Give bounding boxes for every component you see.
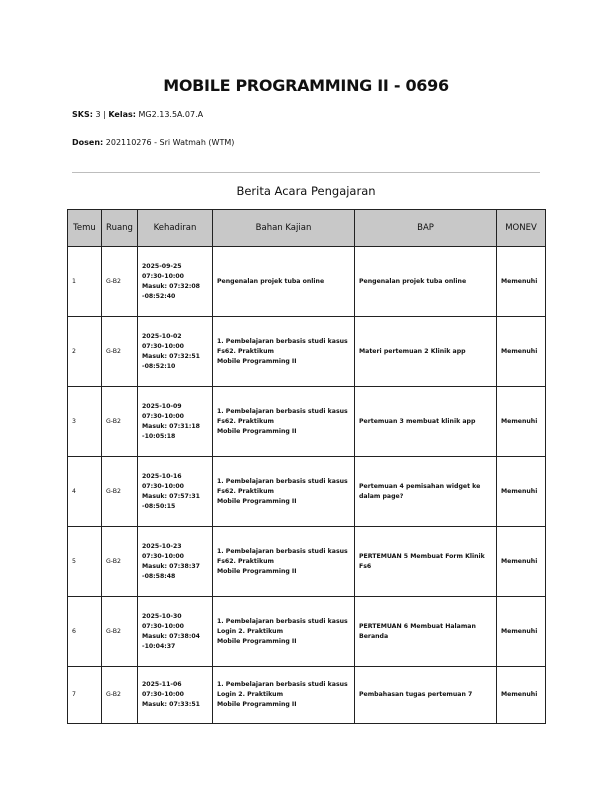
cell-temu: 4 [68, 457, 102, 527]
section-title: Berita Acara Pengajaran [236, 184, 376, 198]
kehadiran-line: 07:30-10:00 [142, 412, 184, 420]
header-monev: MONEV [497, 210, 546, 247]
bahan-kajian-line: Fs62. Praktikum [217, 347, 274, 355]
lecturer-meta [72, 138, 234, 147]
cell-ruang: G-B2 [102, 457, 138, 527]
cell-temu: 2 [68, 317, 102, 387]
cell-temu: 6 [68, 597, 102, 667]
cell-bap: Pertemuan 4 pemisahan widget ke dalam page? [355, 457, 497, 527]
kehadiran-line: 2025-09-25 [142, 262, 182, 270]
dosen-label: Dosen: [72, 138, 104, 147]
cell-ruang: G-B2 [102, 387, 138, 457]
bahan-kajian-line: Mobile Programming II [217, 357, 297, 365]
table-row [68, 317, 546, 387]
cell-bap: Pertemuan 3 membuat klinik app [355, 387, 497, 457]
kehadiran-line: -08:52:10 [142, 362, 176, 370]
kehadiran-line: 07:30-10:00 [142, 272, 184, 280]
kehadiran-line: 07:30-10:00 [142, 691, 184, 698]
cell-bahan-kajian [213, 667, 355, 724]
bahan-kajian-line: 1. Pembelajaran berbasis studi kasus [217, 547, 348, 555]
bahan-kajian-line: Pengenalan projek tuba online [217, 277, 325, 285]
kehadiran-line: 07:30-10:00 [142, 482, 184, 490]
bahan-kajian-line: Login 2. Praktikum [217, 627, 284, 635]
cell-kehadiran [138, 527, 213, 597]
sks-value: 3 [95, 110, 101, 119]
cell-kehadiran [138, 597, 213, 667]
bahan-kajian-line: 1. Pembelajaran berbasis studi kasus [217, 477, 348, 485]
cell-ruang: G-B2 [102, 527, 138, 597]
cell-bahan-kajian [213, 457, 355, 527]
cell-bap: Pembahasan tugas pertemuan 7 [355, 667, 497, 724]
bahan-kajian-line: 1. Pembelajaran berbasis studi kasus [217, 681, 348, 688]
cell-monev: Memenuhi [497, 667, 546, 724]
kehadiran-line: Masuk: 07:32:51 [142, 352, 200, 360]
bahan-kajian-line: Mobile Programming II [217, 497, 297, 505]
table-row [68, 597, 546, 667]
header-bap: BAP [355, 210, 497, 247]
cell-ruang: G-B2 [102, 667, 138, 724]
bahan-kajian-line: Login 2. Praktikum [217, 691, 284, 698]
kehadiran-line: Masuk: 07:38:04 [142, 632, 200, 640]
cell-temu: 3 [68, 387, 102, 457]
cell-ruang: G-B2 [102, 247, 138, 317]
kehadiran-line: 07:30-10:00 [142, 342, 184, 350]
cell-temu: 1 [68, 247, 102, 317]
kehadiran-line: -08:52:40 [142, 292, 176, 300]
cell-monev: Memenuhi [497, 527, 546, 597]
cell-temu: 7 [68, 667, 102, 724]
cell-kehadiran [138, 457, 213, 527]
bahan-kajian-line: Fs62. Praktikum [217, 417, 274, 425]
cell-monev: Memenuhi [497, 597, 546, 667]
cell-bap: Pengenalan projek tuba online [355, 247, 497, 317]
header-kehadiran: Kehadiran [138, 210, 213, 247]
kehadiran-line: Masuk: 07:57:31 [142, 492, 200, 500]
bahan-kajian-line: Mobile Programming II [217, 567, 297, 575]
teaching-report-table [67, 209, 546, 724]
cell-bahan-kajian [213, 597, 355, 667]
kehadiran-line: Masuk: 07:38:37 [142, 562, 200, 570]
bahan-kajian-line: Mobile Programming II [217, 701, 297, 708]
cell-ruang: G-B2 [102, 597, 138, 667]
cell-monev: Memenuhi [497, 247, 546, 317]
kehadiran-line: 2025-10-23 [142, 542, 182, 550]
kehadiran-line: 2025-10-09 [142, 402, 182, 410]
bahan-kajian-line: Mobile Programming II [217, 637, 297, 645]
table-row [68, 247, 546, 317]
table-header-row [68, 210, 546, 247]
cell-bahan-kajian [213, 387, 355, 457]
table-row [68, 667, 546, 724]
bahan-kajian-line: Fs62. Praktikum [217, 557, 274, 565]
cell-ruang: G-B2 [102, 317, 138, 387]
cell-kehadiran [138, 317, 213, 387]
kehadiran-line: 07:30-10:00 [142, 622, 184, 630]
dosen-value: 202110276 - Sri Watmah (WTM) [105, 138, 235, 147]
meta-separator: | [103, 110, 106, 119]
kehadiran-line: Masuk: 07:31:18 [142, 422, 200, 430]
cell-monev: Memenuhi [497, 387, 546, 457]
kehadiran-line: -10:05:18 [142, 432, 176, 440]
header-ruang: Ruang [102, 210, 138, 247]
kehadiran-line: 07:30-10:00 [142, 552, 184, 560]
table-row [68, 387, 546, 457]
table-body [68, 247, 546, 724]
kehadiran-line: 2025-10-02 [142, 332, 182, 340]
header-temu: Temu [68, 210, 102, 247]
cell-bahan-kajian [213, 527, 355, 597]
page-title: MOBILE PROGRAMMING II - 0696 [163, 76, 449, 95]
kelas-label: Kelas: [108, 110, 136, 119]
cell-kehadiran [138, 387, 213, 457]
bahan-kajian-line: Fs62. Praktikum [217, 487, 274, 495]
kelas-value: MG2.13.5A.07.A [138, 110, 204, 119]
table-row [68, 457, 546, 527]
bahan-kajian-line: Mobile Programming II [217, 427, 297, 435]
cell-monev: Memenuhi [497, 457, 546, 527]
kehadiran-line: -08:58:48 [142, 572, 176, 580]
cell-temu: 5 [68, 527, 102, 597]
kehadiran-line: 2025-10-16 [142, 472, 182, 480]
course-meta [72, 110, 203, 119]
cell-bap: PERTEMUAN 6 Membuat Halaman Beranda [355, 597, 497, 667]
cell-bahan-kajian [213, 247, 355, 317]
table-row [68, 527, 546, 597]
header-bahan-kajian: Bahan Kajian [213, 210, 355, 247]
divider [72, 172, 540, 173]
cell-bap: Materi pertemuan 2 Klinik app [355, 317, 497, 387]
kehadiran-line: Masuk: 07:32:08 [142, 282, 200, 290]
cell-bahan-kajian [213, 317, 355, 387]
cell-bap: PERTEMUAN 5 Membuat Form Klinik Fs6 [355, 527, 497, 597]
cell-kehadiran [138, 667, 213, 724]
cell-monev: Memenuhi [497, 317, 546, 387]
kehadiran-line: -08:50:15 [142, 502, 176, 510]
sks-label: SKS: [72, 110, 93, 119]
kehadiran-line: -10:04:37 [142, 642, 176, 650]
kehadiran-line: Masuk: 07:33:51 [142, 701, 200, 708]
bahan-kajian-line: 1. Pembelajaran berbasis studi kasus [217, 337, 348, 345]
kehadiran-line: 2025-11-06 [142, 681, 182, 688]
cell-kehadiran [138, 247, 213, 317]
bahan-kajian-line: 1. Pembelajaran berbasis studi kasus [217, 617, 348, 625]
kehadiran-line: 2025-10-30 [142, 612, 182, 620]
bahan-kajian-line: 1. Pembelajaran berbasis studi kasus [217, 407, 348, 415]
